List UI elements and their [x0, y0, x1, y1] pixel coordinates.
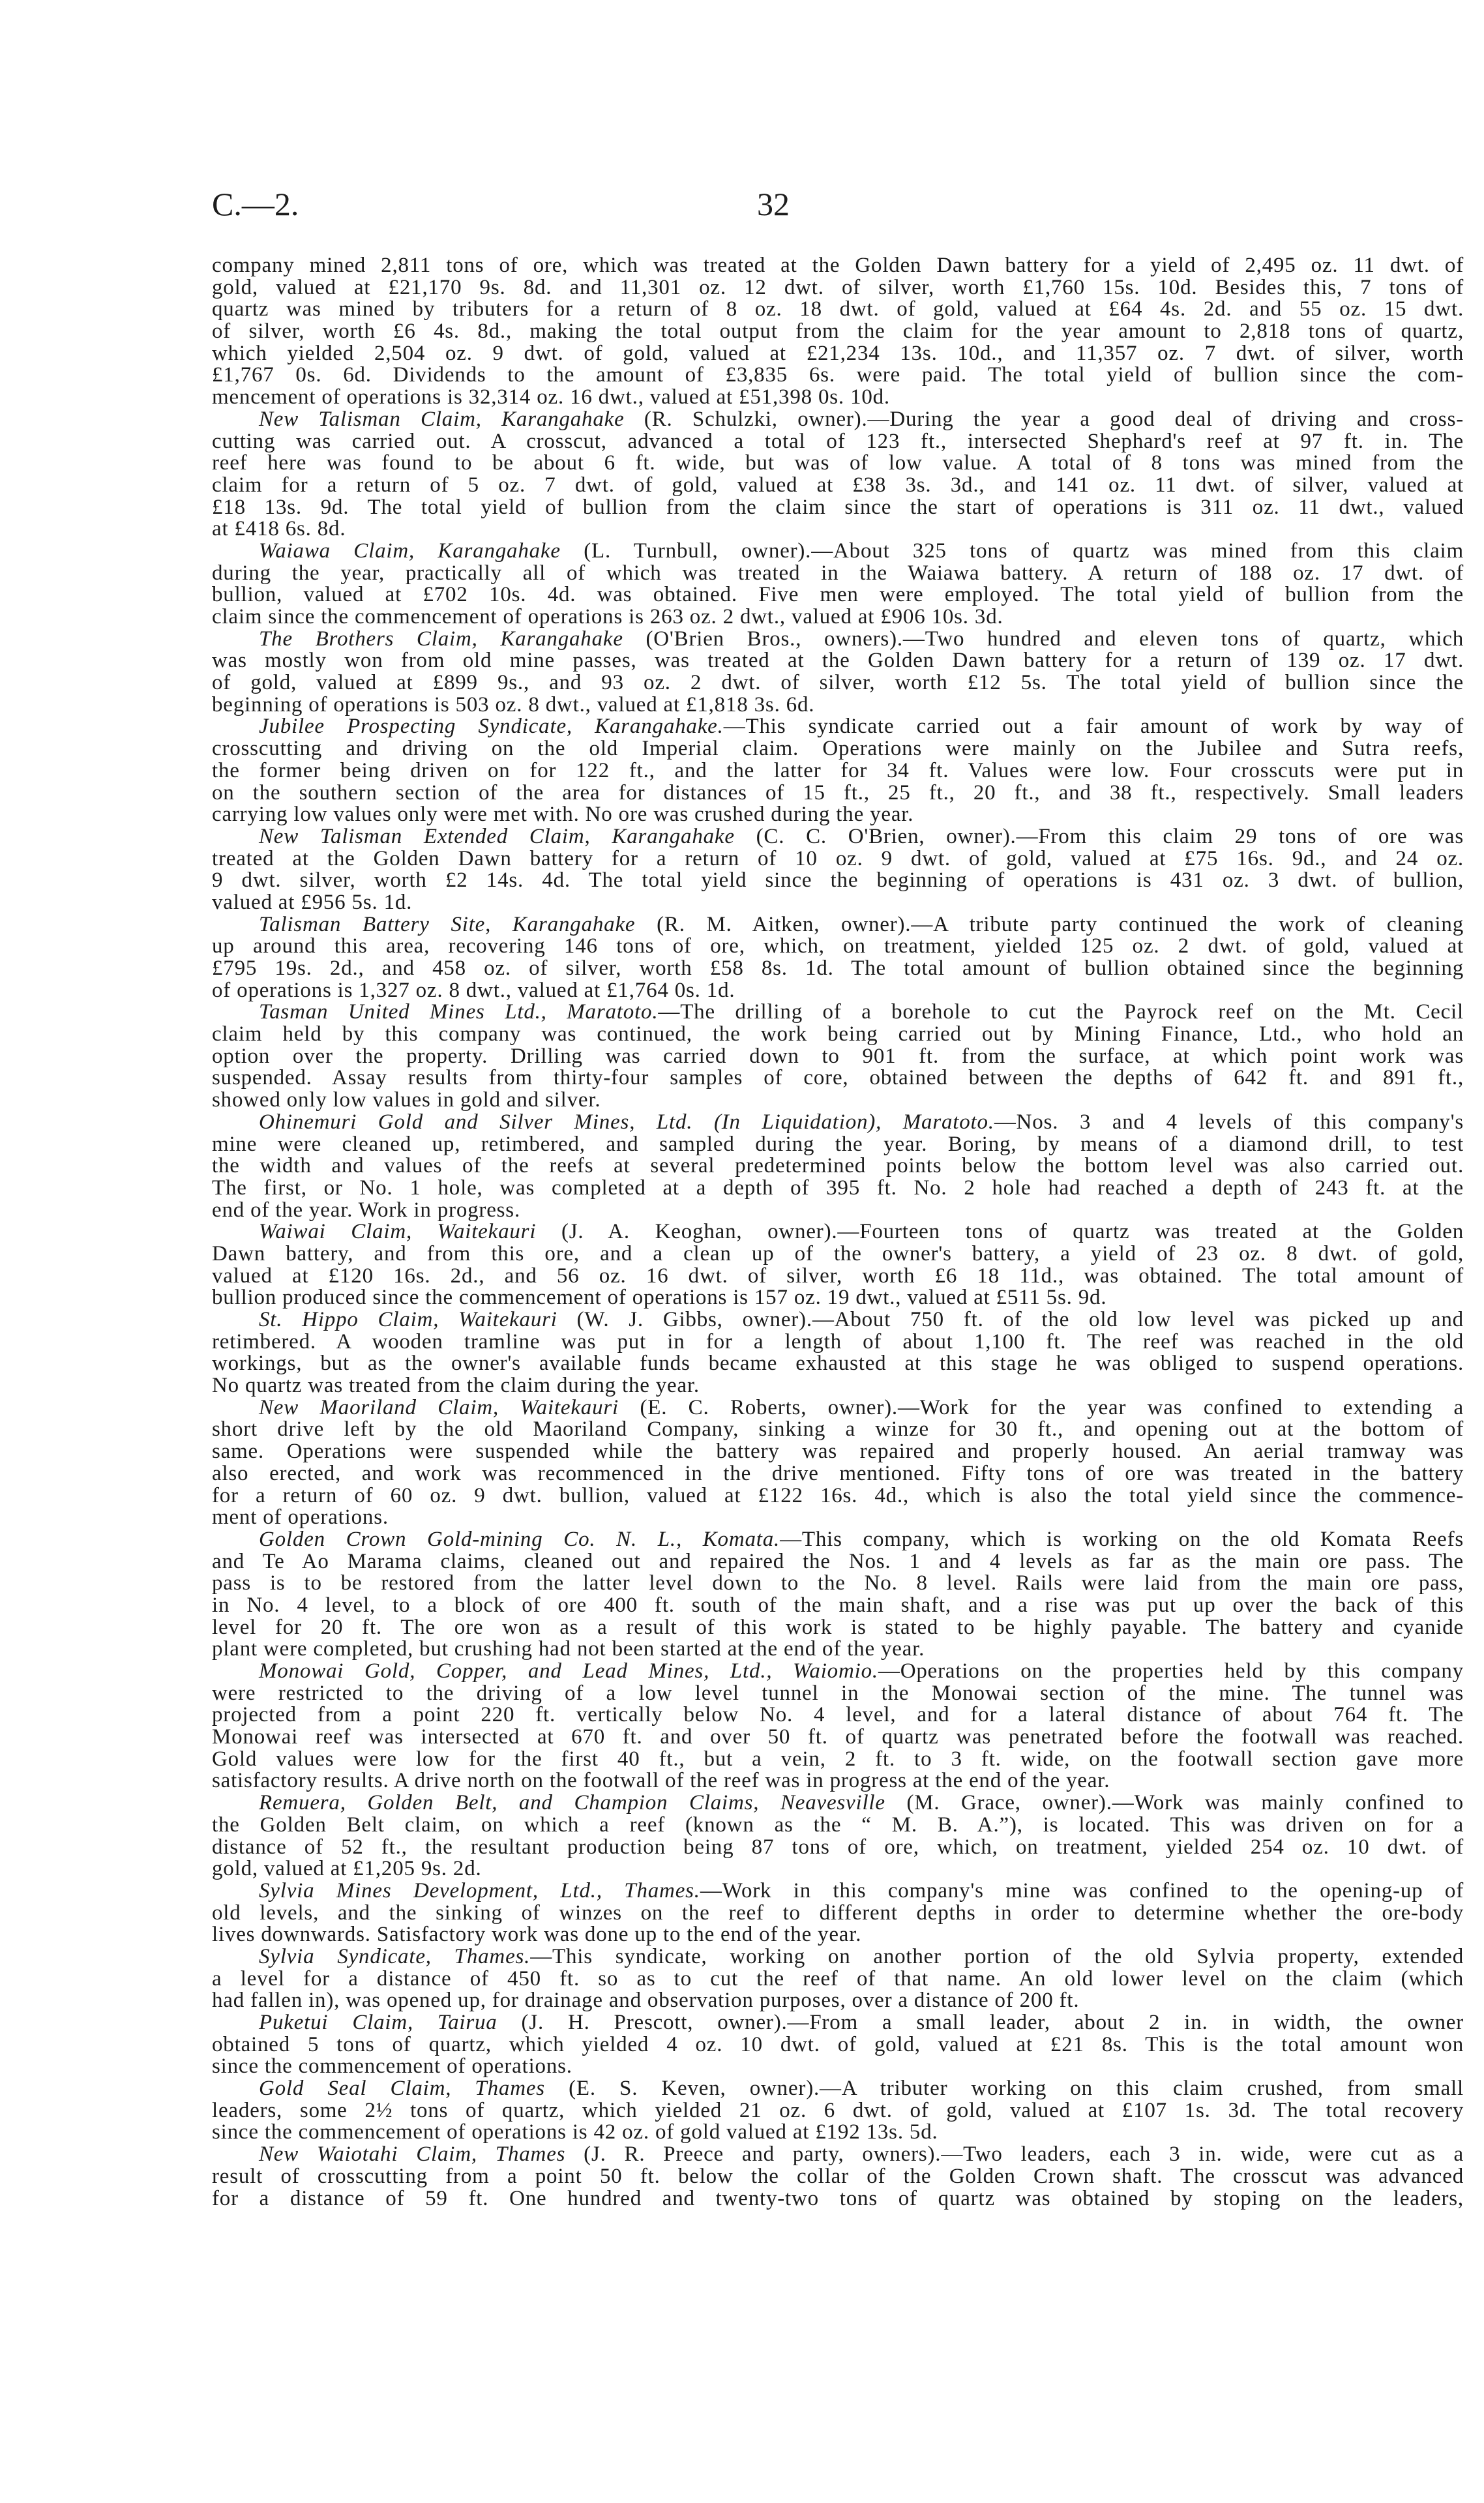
text-line [212, 672, 1464, 694]
line-text: claim for a return of 5 oz. 7 dwt. of gold, valued at £38 3s. 3d., and 141 oz. 11 dwt. of silver, valued at [212, 473, 1464, 497]
text-line [212, 892, 1464, 914]
text-line [212, 1221, 1464, 1243]
paragraph [212, 1792, 1464, 1880]
text-line [212, 1903, 1464, 1925]
line-text: £795 19s. 2d., and 458 oz. of silver, worth £58 8s. 1d. The total amount of bullion obtained since the beginning [212, 956, 1464, 980]
paragraph [212, 1221, 1464, 1309]
line-text: old levels, and the sinking of winzes on the reef to different depths in order to determine whether the ore-body [212, 1901, 1464, 1925]
paragraph-heading: Talisman Battery Site, Karangahake [259, 912, 636, 936]
line-text: the Golden Belt claim, on which a reef (known as the “ M. B. A.”), is located. This was driven on for a [212, 1813, 1464, 1837]
text-line [212, 563, 1464, 585]
line-text: (J. H. Prescott, owner).—From a small leader, about 2 in. in width, the owner [497, 2011, 1464, 2034]
text-line [212, 1704, 1464, 1726]
text-line [212, 1243, 1464, 1266]
paragraph-heading: Jubilee Prospecting Syndicate, Karangahake. [259, 715, 724, 739]
text-line [212, 694, 1464, 717]
page-number: 32 [757, 186, 790, 222]
text-line [212, 1573, 1464, 1595]
line-text: a level for a distance of 450 ft. so as to cut the reef of that name. An old lower level on the claim (which [212, 1966, 1464, 1991]
line-text: beginning of operations is 503 oz. 8 dwt., valued at £1,818 3s. 6d. [212, 692, 815, 717]
line-text: —This company, which is working on the old Komata Reefs [780, 1527, 1464, 1551]
line-text: crosscutting and driving on the old Imperial claim. Operations were mainly on the Jubilee and Sutra reefs, [212, 737, 1464, 761]
line-text: gold, valued at £21,170 9s. 8d. and 11,301 oz. 12 dwt. of silver, worth £1,760 15s. 10d. Besides this, 7 tons of [212, 275, 1464, 299]
text-line [212, 980, 1464, 1002]
line-text: were restricted to the driving of a low level tunnel in the Monowai section of the mine. The tunnel was [212, 1681, 1464, 1705]
text-line [212, 760, 1464, 782]
line-text: (R. M. Aitken, owner).—A tribute party continued the work of cleaning [635, 912, 1464, 936]
text-line [212, 1595, 1464, 1617]
paragraph-heading: Sylvia Mines Development, Ltd., Thames. [259, 1878, 700, 1903]
paragraph-heading: Remuera, Golden Belt, and Champion Claims, Neavesville [259, 1791, 885, 1815]
text-line [212, 299, 1464, 321]
text-line [212, 1089, 1464, 1112]
text-line [212, 387, 1464, 409]
paragraph [212, 1112, 1464, 1221]
text-line [212, 2034, 1464, 2056]
line-text: —This syndicate carried out a fair amount of work by way of [723, 715, 1464, 739]
text-line [212, 1177, 1464, 1200]
text-line [212, 1485, 1464, 1507]
line-text: of silver, worth £6 4s. 8d., making the total output from the claim for the year amount to 2,818 tons of quartz, [212, 319, 1464, 344]
line-text: (C. C. O'Brien, owner).—From this claim 29 tons of ore was [734, 824, 1464, 848]
text-line [212, 409, 1464, 431]
text-line [212, 1441, 1464, 1463]
paragraph-heading: The Brothers Claim, Karangahake [259, 627, 623, 651]
paragraph [212, 255, 1464, 409]
text-line [212, 1858, 1464, 1880]
line-text: —This syndicate, working on another portion of the old Sylvia property, extended [530, 1944, 1464, 1968]
text-line [212, 1792, 1464, 1814]
line-text: the width and values of the reefs at several predetermined points below the bottom level was also carried out. [212, 1154, 1464, 1178]
line-text: projected from a point 220 ft. vertically below No. 4 level, and for a lateral distance of about 764 ft. The [212, 1703, 1464, 1727]
text-line [212, 848, 1464, 870]
paragraph [212, 2078, 1464, 2144]
text-line [212, 343, 1464, 365]
line-text: valued at £956 5s. 1d. [212, 890, 413, 914]
text-line [212, 2012, 1464, 2034]
text-line [212, 1353, 1464, 1375]
paragraph-heading: New Maoriland Claim, Waitekauri [259, 1395, 619, 1419]
line-text: plant were completed, but crushing had not been started at the end of the year. [212, 1637, 925, 1661]
line-text: The first, or No. 1 hole, was completed at a depth of 395 ft. No. 2 hole had reached a depth of 243 ft. at the [212, 1176, 1464, 1200]
line-text: mencement of operations is 32,314 oz. 16 dwt., valued at £51,398 0s. 10d. [212, 385, 890, 409]
paragraph [212, 2012, 1464, 2078]
text-line [212, 2056, 1464, 2078]
line-text: since the commencement of operations is 42 oz. of gold valued at £192 13s. 5d. [212, 2120, 938, 2144]
text-line [212, 1770, 1464, 1792]
line-text: (R. Schulzki, owner).—During the year a good deal of driving and cross- [624, 407, 1464, 431]
text-line [212, 1726, 1464, 1749]
text-line [212, 2188, 1464, 2210]
text-line [212, 364, 1464, 387]
text-line [212, 1880, 1464, 1903]
text-line [212, 2144, 1464, 2166]
line-text: end of the year. Work in progress. [212, 1198, 520, 1222]
running-head: C.—2. [212, 186, 299, 222]
text-line [212, 277, 1464, 299]
line-text: the former being driven on for 122 ft., and the latter for 34 ft. Values were low. Four crosscuts were put in [212, 758, 1464, 782]
text-line [212, 1067, 1464, 1089]
paragraph [212, 1529, 1464, 1661]
line-text: was mostly won from old mine passes, was treated at the Golden Dawn battery for a return of 139 oz. 17 dwt. [212, 649, 1464, 673]
line-text: (E. S. Keven, owner).—A tributer working on this claim crushed, from small [544, 2077, 1464, 2101]
paragraph [212, 914, 1464, 1002]
text-line [212, 1968, 1464, 1991]
line-text: short drive left by the old Maoriland Company, sinking a winze for 30 ft., and opening out at the bottom of [212, 1417, 1464, 1442]
line-text: company mined 2,811 tons of ore, which was treated at the Golden Dawn battery for a yield of 2,495 oz. 11 dwt. of [212, 254, 1464, 277]
paragraph-heading: Puketui Claim, Tairua [259, 2011, 497, 2034]
text-line [212, 452, 1464, 475]
line-text: (J. A. Keoghan, owner).—Fourteen tons of quartz was treated at the Golden [536, 1220, 1464, 1244]
line-text: ment of operations. [212, 1505, 389, 1530]
line-text: level for 20 ft. The ore won as a result of this work is stated to be highly payable. The battery and cyanide [212, 1615, 1464, 1639]
line-text: at £418 6s. 8d. [212, 517, 346, 541]
line-text: (J. R. Preece and party, owners).—Two leaders, each 3 in. wide, were cut as a [565, 2142, 1464, 2167]
text-line [212, 629, 1464, 651]
text-line [212, 2166, 1464, 2188]
line-text: had fallen in), was opened up, for drainage and observation purposes, over a distance of 200 ft. [212, 1989, 1080, 2013]
line-text: claim since the commencement of operations is 263 oz. 2 dwt., valued at £906 10s. 3d. [212, 605, 1003, 629]
text-line [212, 1814, 1464, 1837]
line-text: lives downwards. Satisfactory work was done up to the end of the year. [212, 1923, 862, 1947]
line-text: bullion produced since the commencement of operations is 157 oz. 19 dwt., valued at £511 5s. 9d. [212, 1286, 1107, 1310]
paragraph-heading: Waiawa Claim, Karangahake [259, 539, 561, 563]
text-line [212, 1924, 1464, 1946]
line-text: distance of 52 ft., the resultant production being 87 tons of ore, which, on treatment, yielded 254 oz. 10 dwt. of [212, 1835, 1464, 1859]
text-line [212, 1837, 1464, 1859]
line-text: since the commencement of operations. [212, 2054, 572, 2079]
text-line [212, 1200, 1464, 1222]
text-line [212, 1375, 1464, 1397]
text-line [212, 497, 1464, 519]
line-text: of operations is 1,327 oz. 8 dwt., valued at £1,764 0s. 1d. [212, 978, 735, 1002]
text-line [212, 1551, 1464, 1573]
text-line [212, 1638, 1464, 1661]
paragraph-heading: St. Hippo Claim, Waitekauri [259, 1308, 557, 1331]
paragraph [212, 1001, 1464, 1111]
text-line [212, 958, 1464, 980]
paragraph [212, 2144, 1464, 2210]
paragraph-heading: Sylvia Syndicate, Thames. [259, 1944, 531, 1968]
text-line [212, 2078, 1464, 2100]
text-line [212, 606, 1464, 629]
paragraph [212, 1397, 1464, 1529]
line-text: 9 dwt. silver, worth £2 14s. 4d. The total yield since the beginning of operations is 431 oz. 3 dwt. of bullion, [212, 868, 1464, 893]
text-line [212, 1683, 1464, 1705]
line-text: bullion, valued at £702 10s. 4d. was obtained. Five men were employed. The total yield of bullion from the [212, 583, 1464, 607]
paragraph-heading: Ohinemuri Gold and Silver Mines, Ltd. (In Liquidation), Maratoto. [259, 1110, 994, 1134]
text-line [212, 2122, 1464, 2144]
line-text: retimbered. A wooden tramline was put in for a length of about 1,100 ft. The reef was reached in the old [212, 1329, 1464, 1354]
line-text: pass is to be restored from the latter level down to the No. 8 level. Rails were laid from the main ore pass, [212, 1571, 1464, 1595]
text-line [212, 738, 1464, 760]
line-text: result of crosscutting from a point 50 ft. below the collar of the Golden Crown shaft. The crosscut was advanced [212, 2164, 1464, 2188]
text-line [212, 1749, 1464, 1771]
line-text: for a distance of 59 ft. One hundred and twenty-two tons of quartz was obtained by stoping on the leaders, [212, 2186, 1464, 2210]
line-text: on the southern section of the area for distances of 15 ft., 25 ft., 20 ft., and 38 ft., respectively. Small leaders [212, 780, 1464, 805]
line-text: mine were cleaned up, retimbered, and sampled during the year. Boring, by means of a diamond drill, to test [212, 1132, 1464, 1156]
line-text: leaders, some 2½ tons of quartz, which yielded 21 oz. 6 dwt. of gold, valued at £107 1s. 3d. The total recovery [212, 2098, 1464, 2122]
text-line [212, 650, 1464, 672]
line-text: cutting was carried out. A crosscut, advanced a total of 123 ft., intersected Shephard's reef at 97 ft. in. The [212, 429, 1464, 453]
line-text: obtained 5 tons of quartz, which yielded 4 oz. 10 dwt. of gold, valued at £21 8s. This is the total amount won [212, 2032, 1464, 2056]
line-text: (E. C. Roberts, owner).—Work for the year was confined to extending a [619, 1395, 1464, 1419]
line-text: and Te Ao Marama claims, cleaned out and repaired the Nos. 1 and 4 levels as far as the main ore pass. The [212, 1549, 1464, 1573]
line-text: reef here was found to be about 6 ft. wide, but was of low value. A total of 8 tons was mined from the [212, 451, 1464, 475]
line-text: (O'Brien Bros., owners).—Two hundred and eleven tons of quartz, which [623, 627, 1464, 651]
line-text: (L. Turnbull, owner).—About 325 tons of quartz was mined from this claim [560, 539, 1464, 563]
text-line [212, 1397, 1464, 1419]
text-line [212, 584, 1464, 606]
text-line [212, 431, 1464, 453]
paragraph [212, 1661, 1464, 1792]
text-line [212, 782, 1464, 805]
text-line [212, 1946, 1464, 1968]
paragraph [212, 826, 1464, 914]
line-text: (M. Grace, owner).—Work was mainly confined to [885, 1791, 1464, 1815]
text-line [212, 321, 1464, 343]
paragraph-heading: New Talisman Claim, Karangahake [259, 407, 625, 431]
line-text: which yielded 2,504 oz. 9 dwt. of gold, valued at £21,234 13s. 10d., and 11,357 oz. 7 dwt. of silver, worth [212, 341, 1464, 365]
line-text: Monowai reef was intersected at 670 ft. and over 50 ft. of quartz was penetrated before the footwall was reached. [212, 1725, 1464, 1749]
line-text: Gold values were low for the first 40 ft., but a vein, 2 ft. to 3 ft. wide, on the footwall section gave more [212, 1747, 1464, 1771]
paragraph [212, 1309, 1464, 1397]
paragraph-heading: Tasman United Mines Ltd., Maratoto. [259, 1000, 659, 1024]
line-text: showed only low values in gold and silver. [212, 1088, 601, 1112]
text-line [212, 1661, 1464, 1683]
text-line [212, 804, 1464, 826]
text-line [212, 1419, 1464, 1441]
body-text [212, 255, 1464, 2210]
line-text: for a return of 60 oz. 9 dwt. bullion, valued at £122 16s. 4d., which is also the total yield since the commence- [212, 1483, 1464, 1507]
line-text: —Work in this company's mine was confined to the opening-up of [700, 1878, 1464, 1903]
paragraph-heading: New Talisman Extended Claim, Karangahake [259, 824, 735, 848]
line-text: during the year, practically all of which was treated in the Waiawa battery. A return of 188 oz. 17 dwt. of [212, 561, 1464, 585]
text-line [212, 518, 1464, 541]
text-line [212, 826, 1464, 848]
text-line [212, 1266, 1464, 1288]
line-text: —Nos. 3 and 4 levels of this company's [994, 1110, 1464, 1134]
line-text: quartz was mined by tributers for a return of 8 oz. 18 dwt. of gold, valued at £64 4s. 2d. and 55 oz. 15 dwt. [212, 297, 1464, 321]
text-line [212, 1617, 1464, 1639]
paragraph [212, 541, 1464, 629]
line-text: same. Operations were suspended while the battery was repaired and properly housed. An aerial tramway was [212, 1440, 1464, 1464]
line-text: option over the property. Drilling was carried down to 901 ft. from the surface, at which point work was [212, 1044, 1464, 1068]
line-text: claim held by this company was continued, the work being carried out by Mining Finance, Ltd., who hold an [212, 1022, 1464, 1046]
line-text: suspended. Assay results from thirty-four samples of core, obtained between the depths of 642 ft. and 891 ft., [212, 1066, 1464, 1090]
line-text: (W. J. Gibbs, owner).—About 750 ft. of the old low level was picked up and [557, 1308, 1464, 1331]
line-text: carrying low values only were met with. No ore was crushed during the year. [212, 803, 914, 827]
text-line [212, 1155, 1464, 1177]
text-line [212, 716, 1464, 738]
text-line [212, 870, 1464, 892]
paragraph-heading: Waiwai Claim, Waitekauri [259, 1220, 537, 1244]
text-line [212, 1112, 1464, 1134]
paragraph-heading: New Waiotahi Claim, Thames [259, 2142, 566, 2167]
text-line [212, 914, 1464, 936]
paragraph-heading: Monowai Gold, Copper, and Lead Mines, Ltd., Waiomio. [259, 1659, 878, 1683]
text-line [212, 1134, 1464, 1156]
line-text: —The drilling of a borehole to cut the Payrock reef on the Mt. Cecil [658, 1000, 1464, 1024]
line-text: also erected, and work was recommenced in the drive mentioned. Fifty tons of ore was treated in the battery [212, 1461, 1464, 1485]
line-text: valued at £120 16s. 2d., and 56 oz. 16 dwt. of silver, worth £6 18 11d., was obtained. The total amount of [212, 1264, 1464, 1288]
line-text: workings, but as the owner's available funds became exhausted at this stage he was obliged to suspend operations. [212, 1352, 1464, 1376]
paragraph [212, 716, 1464, 825]
line-text: in No. 4 level, to a block of ore 400 ft. south of the main shaft, and a rise was put up over the back of this [212, 1593, 1464, 1617]
text-line [212, 1046, 1464, 1068]
text-line [212, 1309, 1464, 1331]
text-line [212, 1463, 1464, 1485]
paragraph-heading: Gold Seal Claim, Thames [259, 2077, 545, 2101]
line-text: up around this area, recovering 146 tons of ore, which, on treatment, yielded 125 oz. 2 dwt. of gold, valued at [212, 934, 1464, 958]
text-line [212, 936, 1464, 958]
text-line [212, 541, 1464, 563]
line-text: treated at the Golden Dawn battery for a return of 10 oz. 9 dwt. of gold, valued at £75 16s. 9d., and 24 oz. [212, 846, 1464, 870]
line-text: —Operations on the properties held by this company [878, 1659, 1464, 1683]
paragraph-heading: Golden Crown Gold-mining Co. N. L., Komata. [259, 1527, 780, 1551]
text-line [212, 2100, 1464, 2122]
text-line [212, 255, 1464, 277]
text-line [212, 1529, 1464, 1551]
line-text: No quartz was treated from the claim during the year. [212, 1374, 700, 1398]
line-text: £1,767 0s. 6d. Dividends to the amount of £3,835 6s. were paid. The total yield of bullion since the com- [212, 363, 1464, 387]
text-line [212, 1990, 1464, 2012]
paragraph [212, 1880, 1464, 1946]
paragraph [212, 409, 1464, 541]
line-text: gold, valued at £1,205 9s. 2d. [212, 1857, 482, 1881]
text-line [212, 1287, 1464, 1309]
line-text: of gold, valued at £899 9s., and 93 oz. 2 dwt. of silver, worth £12 5s. The total yield of bullion since the [212, 671, 1464, 695]
line-text: Dawn battery, and from this ore, and a clean up of the owner's battery, a yield of 23 oz. 8 dwt. of gold, [212, 1241, 1464, 1266]
paragraph [212, 1946, 1464, 2012]
line-text: £18 13s. 9d. The total yield of bullion from the claim since the start of operations is 311 oz. 11 dwt., valued [212, 495, 1464, 519]
text-line [212, 1024, 1464, 1046]
text-line [212, 475, 1464, 497]
text-line [212, 1001, 1464, 1024]
text-line [212, 1507, 1464, 1529]
line-text: satisfactory results. A drive north on the footwall of the reef was in progress at the end of the year. [212, 1769, 1110, 1793]
paragraph [212, 629, 1464, 717]
text-line [212, 1331, 1464, 1354]
